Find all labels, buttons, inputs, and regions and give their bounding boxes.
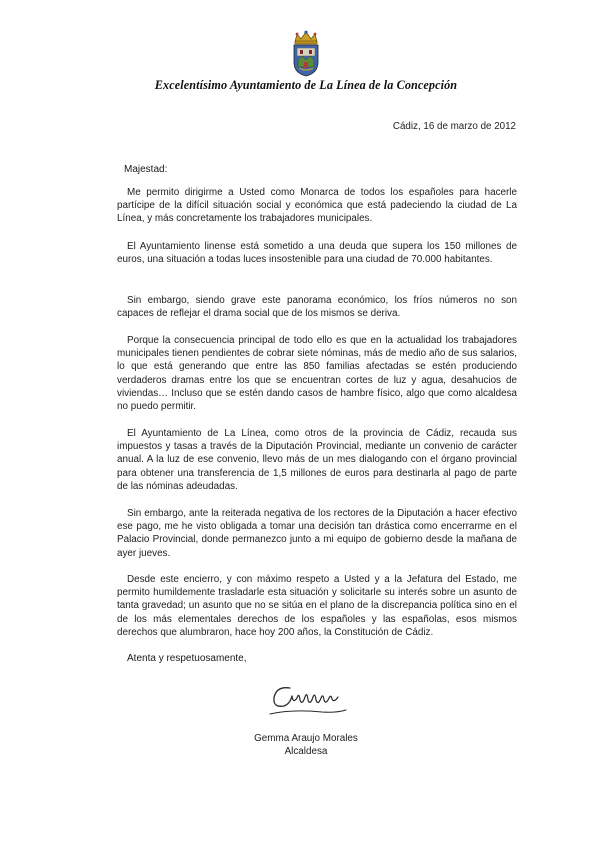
signature-icon xyxy=(262,676,354,726)
body-paragraph-4: Porque la consecuencia principal de todo ello es que en la actualidad los trabajadores municipales tienen pendientes de cobrar siete nóminas, más de medio año de sus salarios, lo que está generando que entre las 850 familias afectadas se estén produciendo verdaderos dramas entre los que se encuentran cortes de luz y agua, desahucios de viviendas… Incluso que se estén dando casos de hambre físico, algo que como alcaldesa no puedo permitir. xyxy=(117,335,517,413)
body-paragraph-6: Sin embargo, ante la reiterada negativa de los rectores de la Diputación a hacer efectivo ese pago, me he visto obligada a tomar una decisión tan drástica como encerrarme en el Palacio Provincial, donde permanezco junto a mi equipo de gobierno desde la mañana de ayer jueves. xyxy=(117,508,517,559)
date-line: Cádiz, 16 de marzo de 2012 xyxy=(392,121,516,132)
signer-title: Alcaldesa xyxy=(284,746,328,757)
organization-name: Excelentísimo Ayuntamiento de La Línea de la Concepción xyxy=(154,78,458,92)
closing-line: Atenta y respetuosamente, xyxy=(127,653,247,664)
body-paragraph-5: El Ayuntamiento de La Línea, como otros de la provincia de Cádiz, recauda sus impuestos y tasas a través de la Diputación Provincial, mediante un convenio de carácter anual. A la luz de ese convenio, llevo más de un mes dialogando con el órgano provincial para obtener una transferencia de 1,5 millones de euros para destinarla al pago de parte de las nóminas adeudadas. xyxy=(117,428,517,492)
body-paragraph-7: Desde este encierro, y con máximo respeto a Usted y a la Jefatura del Estado, me permito humildemente trasladarle esta situación y solicitarle su interés sobre un asunto de tanta gravedad; un asunto que no se sitúa en el plano de la discrepancia política sino en el de los más elementales derechos de los españoles y las españolas, esos mismos derechos que alumbraron, hace hoy 200 años, la Constitución de Cádiz. xyxy=(117,574,517,638)
body-paragraph-1: Me permito dirigirme a Usted como Monarca de todos los españoles para hacerle partícipe de la difícil situación social y económica que está padeciendo la ciudad de La Línea, y más concretamente los trabajadores municipales. xyxy=(117,187,517,225)
salutation: Majestad: xyxy=(124,164,168,175)
body-paragraph-3: Sin embargo, siendo grave este panorama económico, los fríos números no son capaces de reflejar el drama social que de los mismos se deriva. xyxy=(117,295,517,320)
signer-name: Gemma Araujo Morales xyxy=(254,733,358,744)
body-paragraph-2: El Ayuntamiento linense está sometido a una deuda que supera los 150 millones de euros, una situación a todas luces insostenible para una ciudad de 70.000 habitantes. xyxy=(117,241,517,266)
coat-of-arms-icon xyxy=(288,30,324,78)
